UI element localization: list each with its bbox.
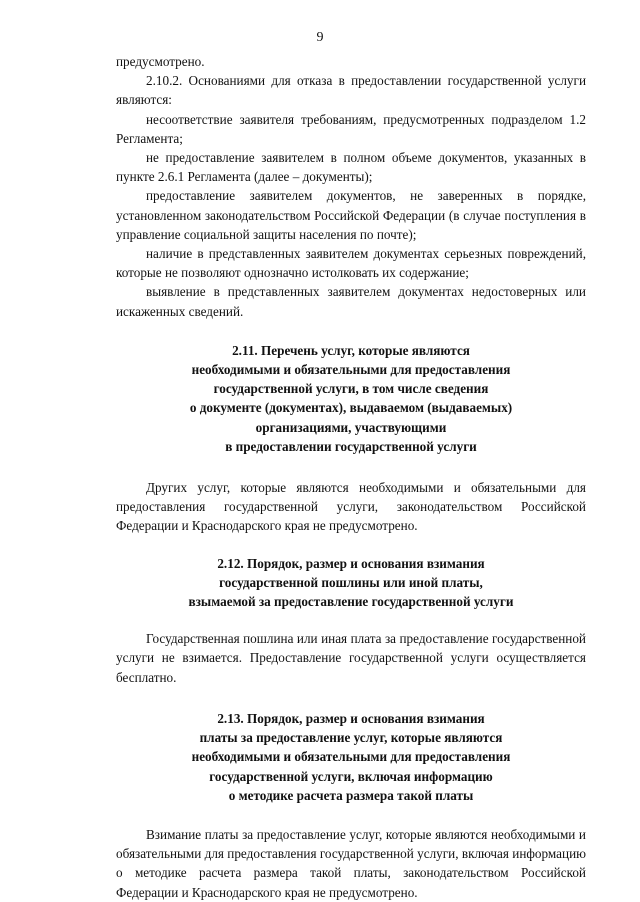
refusal-ground-3: предоставление заявителем документов, не заверенных в порядке, установленном законодательством Российской Федерации (в случае поступления в управление социальной защиты населения по почте);: [116, 188, 586, 242]
paragraph-2-10-2: 2.10.2. Основаниями для отказа в предоставлении государственной услуги являются:: [116, 73, 586, 108]
section-heading-2-13: [116, 709, 586, 805]
heading-line: государственной пошлины или иной платы,: [219, 574, 483, 590]
section-text-2-12: Государственная пошлина или иная плата за предоставление государственной услуги не взимается. Предоставление государственной услуги осуществляется бесплатно.: [116, 631, 586, 685]
heading-line: платы за предоставление услуг, которые являются: [199, 730, 503, 746]
heading-line: государственной услуги, в том числе сведения: [213, 381, 489, 397]
section-heading-2-11: [116, 341, 586, 456]
heading-line: 2.12. Порядок, размер и основания взимания: [217, 555, 485, 571]
document-body: [116, 52, 586, 902]
refusal-ground-1: несоответствие заявителя требованиям, предусмотренных подразделом 1.2 Регламента;: [116, 111, 586, 146]
heading-line: государственной услуги, включая информацию: [209, 768, 493, 784]
refusal-ground-2: не предоставление заявителем в полном объеме документов, указанных в пункте 2.6.1 Регламента (далее – документы);: [116, 150, 586, 185]
heading-line: взымаемой за предоставление государственной услуги: [188, 594, 514, 610]
heading-line: о документе (документах), выдаваемом (выдаваемых): [189, 400, 513, 416]
section-text-2-13: Взимание платы за предоставление услуг, которые являются необходимыми и обязательными для предоставления государственной услуги, включая информацию о методике расчета размера такой платы, законодательством Российской Федерации и Краснодарского края не предусмотрено.: [116, 826, 586, 900]
section-text-2-11: Других услуг, которые являются необходимыми и обязательными для предоставления государственной услуги, законодательством Российской Федерации и Краснодарского края не предусмотрено.: [116, 480, 586, 534]
heading-line: организациями, участвующими: [255, 419, 447, 435]
refusal-ground-4: наличие в представленных заявителем документах серьезных повреждений, которые не позволяют однозначно истолковать их содержание;: [116, 246, 586, 281]
heading-line: необходимыми и обязательными для предоставления: [191, 362, 511, 378]
heading-line: 2.13. Порядок, размер и основания взимания: [217, 710, 485, 726]
heading-line: необходимыми и обязательными для предоставления: [191, 749, 511, 765]
refusal-ground-5: выявление в представленных заявителем документах недостоверных или искаженных сведений.: [116, 284, 586, 319]
section-heading-2-12: [116, 554, 586, 612]
heading-line: 2.11. Перечень услуг, которые являются: [232, 342, 470, 358]
page-number: 9: [316, 30, 324, 45]
paragraph-continuation: предусмотрено.: [116, 54, 205, 69]
heading-line: в предоставлении государственной услуги: [225, 438, 477, 454]
heading-line: о методике расчета размера такой платы: [228, 787, 474, 803]
